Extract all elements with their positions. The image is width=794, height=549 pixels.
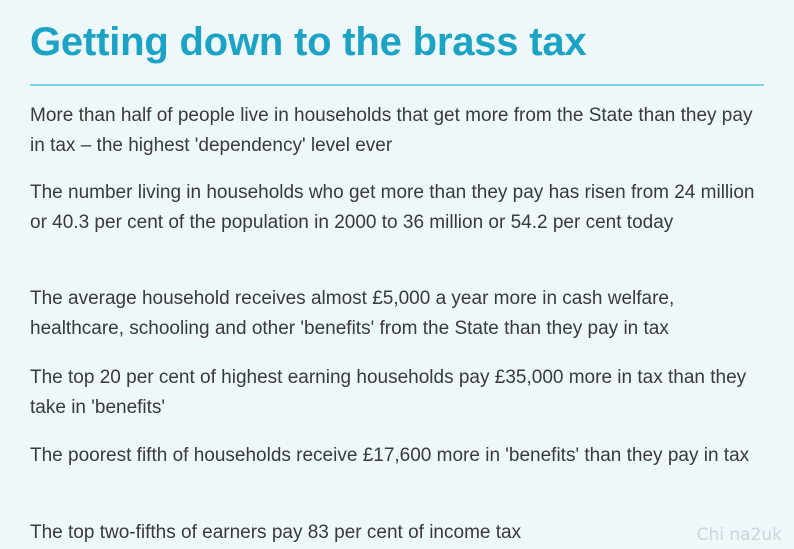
key-point-income-tax: The top two-fifths of earners pay 83 per cent of income tax bbox=[30, 522, 522, 543]
watermark: Chi na2uk bbox=[696, 525, 782, 545]
title-divider bbox=[30, 84, 764, 86]
key-point-average-household: The average household receives almost £5,000 a year more in cash welfare, healthcare, schooling and other 'benefits' from the State than they pay in tax bbox=[30, 288, 675, 339]
key-point-top-earners: The top 20 per cent of highest earning households pay £35,000 more in tax than they take in 'benefits' bbox=[30, 367, 747, 418]
page-title: Getting down to the brass tax bbox=[30, 20, 587, 64]
key-point-population: The number living in households who get more than they pay has risen from 24 million or 40.3 per cent of the population in 2000 to 36 million or 54.2 per cent today bbox=[30, 182, 755, 233]
key-point-poorest-fifth: The poorest fifth of households receive £17,600 more in 'benefits' than they pay in tax bbox=[30, 445, 750, 466]
key-point-dependency: More than half of people live in households that get more from the State than they pay in tax – the highest 'dependency' level ever bbox=[30, 105, 753, 156]
